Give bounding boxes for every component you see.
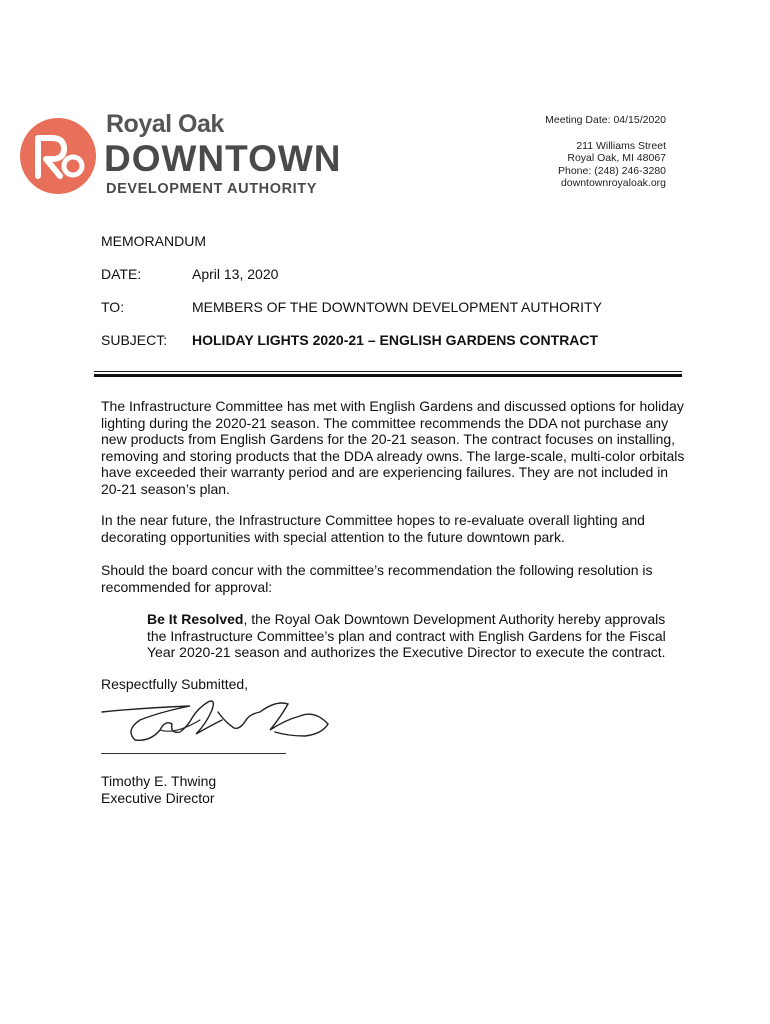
date-label: DATE: bbox=[101, 266, 142, 282]
website: downtownroyaloak.org bbox=[560, 177, 666, 189]
logo-downtown: DOWNTOWN bbox=[104, 138, 342, 179]
header-divider-thick bbox=[94, 374, 682, 377]
logo-royal-oak: Royal Oak bbox=[106, 110, 224, 138]
date-value: April 13, 2020 bbox=[192, 266, 279, 282]
resolution-paragraph bbox=[147, 611, 687, 661]
subject-value: HOLIDAY LIGHTS 2020-21 – ENGLISH GARDENS CONTRACT bbox=[192, 332, 599, 348]
phone-number: Phone: (248) 246-3280 bbox=[558, 164, 666, 177]
meeting-date: Meeting Date: 04/15/2020 bbox=[545, 114, 666, 126]
rodda-logo bbox=[20, 108, 340, 200]
logo-development-authority: DEVELOPMENT AUTHORITY bbox=[106, 181, 318, 197]
signature-line bbox=[101, 753, 286, 754]
resolution-text: , the Royal Oak Downtown Development Authority hereby approvals the Infrastructure Committee’s plan and contract with English Gardens for the Fiscal Year 2020-21 season and authorizes the Executive Director to execute the contract. bbox=[147, 611, 666, 660]
resolution-lead: Be It Resolved bbox=[147, 611, 244, 627]
header-divider-thin bbox=[94, 371, 682, 372]
signer-block bbox=[101, 773, 216, 807]
contact-block bbox=[545, 114, 666, 190]
subject-label: SUBJECT: bbox=[101, 332, 168, 348]
signer-name: Timothy E. Thwing bbox=[101, 773, 217, 789]
closing: Respectfully Submitted, bbox=[101, 676, 249, 692]
to-label: TO: bbox=[101, 299, 125, 315]
signer-title: Executive Director bbox=[101, 790, 215, 806]
ro-monogram-icon bbox=[20, 118, 96, 194]
street-address: 211 Williams Street bbox=[576, 139, 666, 152]
to-value: MEMBERS OF THE DOWNTOWN DEVELOPMENT AUTHORITY bbox=[192, 299, 602, 315]
memo-title: MEMORANDUM bbox=[101, 233, 206, 249]
paragraph-1: The Infrastructure Committee has met with English Gardens and discussed options for holiday lighting during the 2020-21 season. The committee recommends the DDA not purchase any new products from English Gardens for the 20-21 season. The contract focuses on installing, removing and storing products that the DDA already owns. The large-scale, multi-color orbitals have exceeded their warranty period and are experiencing failures. They are not included in 20-21 season’s plan. bbox=[101, 398, 685, 497]
paragraph-3: Should the board concur with the committee’s recommendation the following resolution is recommended for approval: bbox=[101, 562, 653, 595]
handwritten-signature bbox=[100, 690, 340, 750]
city-address: Royal Oak, MI 48067 bbox=[567, 152, 666, 164]
paragraph-2: In the near future, the Infrastructure Committee hopes to re-evaluate overall lighting and decorating opportunities with special attention to the future downtown park. bbox=[101, 512, 645, 545]
